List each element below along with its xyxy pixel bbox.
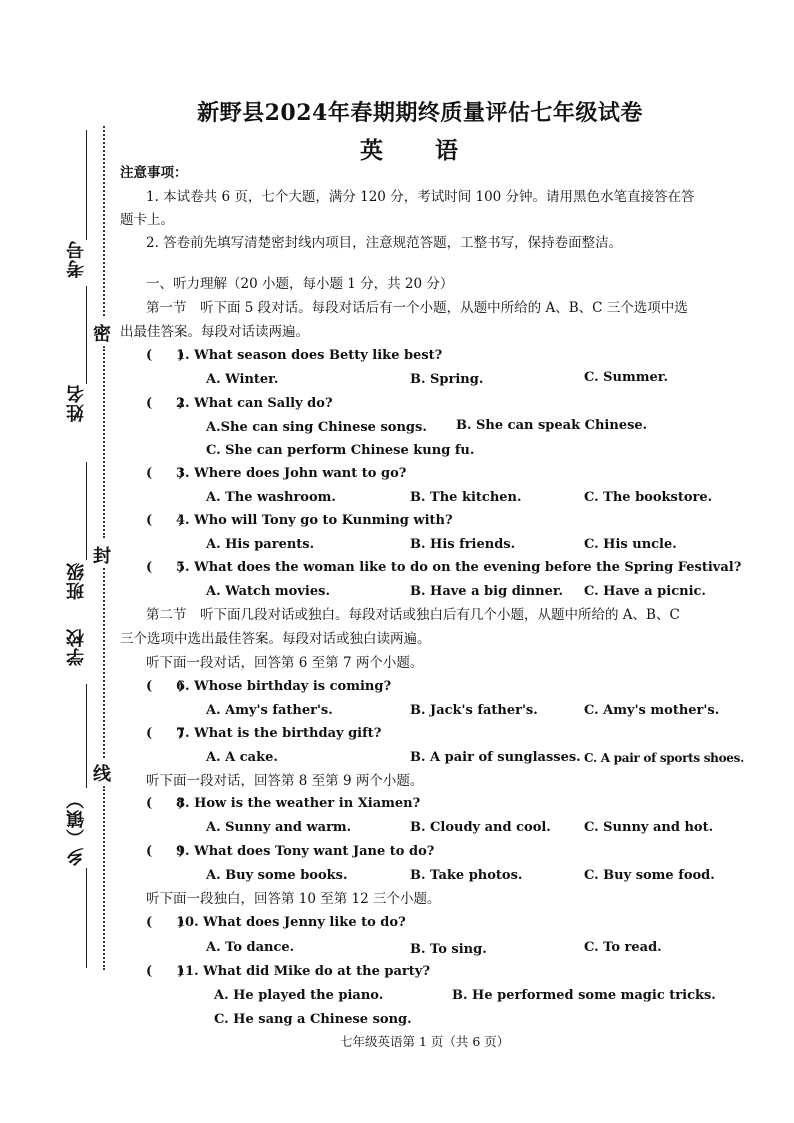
option-1b: B. Spring.	[410, 372, 484, 387]
intro-q6-q7: 听下面一段对话，回答第 6 至第 7 两个小题。	[146, 655, 424, 671]
answer-blank[interactable]: ( )	[146, 964, 185, 979]
exam-subject: 英 语	[360, 137, 481, 164]
question-5	[146, 559, 741, 577]
notice-item-2: 2. 答卷前先填写清楚密封线内项目，注意规范答题，工整书写，保持卷面整洁。	[146, 235, 623, 251]
notice-item-1-line-1: 1. 本试卷共 6 页，七个大题，满分 120 分，考试时间 100 分钟。请用黑色水笔直接答在答	[146, 189, 695, 205]
question-stem: 4. Who will Tony go to Kunming with?	[176, 513, 453, 528]
option-9b: B. Take photos.	[410, 868, 523, 883]
question-3	[146, 465, 406, 483]
option-4b: B. His friends.	[410, 537, 516, 552]
intro-q10-q12: 听下面一段独白，回答第 10 至第 12 三个小题。	[146, 891, 441, 907]
question-stem: 5. What does the woman like to do on the evening before the Spring Festival?	[176, 560, 742, 575]
option-11b: B. He performed some magic tricks.	[452, 988, 716, 1003]
binding-line-xuexiao	[86, 684, 87, 788]
question-stem: 10. What does Jenny like to do?	[176, 915, 406, 930]
label-xiangzhen: 乡（镇）	[66, 790, 87, 866]
option-1c: C. Summer.	[584, 370, 668, 385]
section2-instruction-line-1: 第二节 听下面几段对话或独白。每段对话或独白后有几个小题，从题中所给的 A、B、C	[146, 607, 680, 623]
section1-instruction-line-1: 第一节 听下面 5 段对话。每段对话后有一个小题，从题中所给的 A、B、C 三个选项中选	[146, 300, 688, 316]
option-11a: A. He played the piano.	[214, 988, 384, 1003]
label-kaohao: 考号	[66, 240, 87, 278]
answer-blank[interactable]: ( )	[146, 844, 185, 859]
option-4c: C. His uncle.	[584, 537, 677, 552]
option-6c: C. Amy's mother's.	[584, 703, 720, 718]
answer-blank[interactable]: ( )	[146, 348, 185, 363]
binding-line-xingming	[86, 286, 87, 384]
option-4a: A. His parents.	[206, 537, 315, 552]
question-4	[146, 512, 453, 530]
seal-dotted-line-1	[103, 126, 105, 316]
question-1	[146, 347, 442, 365]
option-6b: B. Jack's father's.	[410, 703, 538, 718]
option-8b: B. Cloudy and cool.	[410, 820, 551, 835]
binding-line-banji	[86, 462, 87, 560]
option-11c: C. He sang a Chinese song.	[214, 1012, 412, 1027]
answer-blank[interactable]: ( )	[146, 396, 185, 411]
option-3c: C. The bookstore.	[584, 490, 713, 505]
seal-dotted-line-2	[103, 346, 105, 538]
option-7b: B. A pair of sunglasses.	[410, 750, 581, 765]
part1-title: 一、听力理解（20 小题，每小题 1 分，共 20 分）	[146, 276, 454, 292]
intro-q8-q9: 听下面一段对话，回答第 8 至第 9 两个小题。	[146, 773, 424, 789]
option-8c: C. Sunny and hot.	[584, 820, 714, 835]
option-5a: A. Watch movies.	[206, 584, 330, 599]
question-stem: 9. What does Tony want Jane to do?	[176, 844, 435, 859]
answer-blank[interactable]: ( )	[146, 915, 185, 930]
binding-line-xiangzhen	[86, 868, 87, 968]
seal-char-feng: 封	[93, 546, 111, 567]
option-10a: A. To dance.	[206, 940, 295, 955]
option-2a: A.She can sing Chinese songs.	[206, 420, 427, 435]
question-11	[146, 963, 430, 981]
question-stem: 3. Where does John want to go?	[176, 466, 407, 481]
binding-line-kaohao	[86, 130, 87, 240]
seal-dotted-line-3	[103, 568, 105, 758]
option-5b: B. Have a big dinner.	[410, 584, 564, 599]
option-10c: C. To read.	[584, 940, 662, 955]
section2-instruction-line-2: 三个选项中选出最佳答案。每段对话或独白读两遍。	[120, 631, 431, 647]
notice-heading: 注意事项：	[120, 165, 188, 181]
page-footer: 七年级英语第 1 页（共 6 页）	[340, 1034, 510, 1049]
question-2	[146, 395, 333, 413]
notice-item-1-line-2: 题卡上。	[120, 212, 174, 228]
seal-dotted-line-4	[103, 786, 105, 970]
seal-char-xian: 线	[93, 764, 111, 785]
option-2c: C. She can perform Chinese kung fu.	[206, 443, 475, 458]
answer-blank[interactable]: ( )	[146, 513, 185, 528]
option-5c: C. Have a picnic.	[584, 584, 706, 599]
label-xingming: 姓名	[66, 384, 87, 422]
answer-blank[interactable]: ( )	[146, 466, 185, 481]
option-10b: B. To sing.	[410, 942, 487, 957]
option-1a: A. Winter.	[206, 372, 279, 387]
question-9	[146, 843, 434, 861]
option-7c: C. A pair of sports shoes.	[584, 751, 744, 765]
option-8a: A. Sunny and warm.	[206, 820, 352, 835]
question-stem: 1. What season does Betty like best?	[176, 348, 443, 363]
option-9a: A. Buy some books.	[206, 868, 348, 883]
option-7a: A. A cake.	[206, 750, 278, 765]
section1-instruction-line-2: 出最佳答案。每段对话读两遍。	[120, 324, 309, 340]
exam-title: 新野县2024年春期期终质量评估七年级试卷	[197, 100, 643, 126]
question-stem: 7. What is the birthday gift?	[176, 726, 382, 741]
answer-blank[interactable]: ( )	[146, 560, 185, 575]
question-stem: 2. What can Sally do?	[176, 396, 333, 411]
question-6	[146, 678, 391, 696]
question-7	[146, 725, 381, 743]
label-banji: 班级	[66, 562, 87, 600]
answer-blank[interactable]: ( )	[146, 679, 185, 694]
option-3b: B. The kitchen.	[410, 490, 522, 505]
question-stem: 8. How is the weather in Xiamen?	[176, 796, 421, 811]
answer-blank[interactable]: ( )	[146, 726, 185, 741]
question-stem: 11. What did Mike do at the party?	[176, 964, 430, 979]
option-9c: C. Buy some food.	[584, 868, 715, 883]
seal-char-mi: 密	[93, 324, 111, 345]
option-6a: A. Amy's father's.	[206, 703, 333, 718]
answer-blank[interactable]: ( )	[146, 796, 185, 811]
question-stem: 6. Whose birthday is coming?	[176, 679, 392, 694]
option-3a: A. The washroom.	[206, 490, 336, 505]
question-10	[146, 914, 406, 932]
question-8	[146, 795, 420, 813]
option-2b: B. She can speak Chinese.	[456, 418, 648, 433]
label-xuexiao: 学校	[66, 628, 87, 666]
